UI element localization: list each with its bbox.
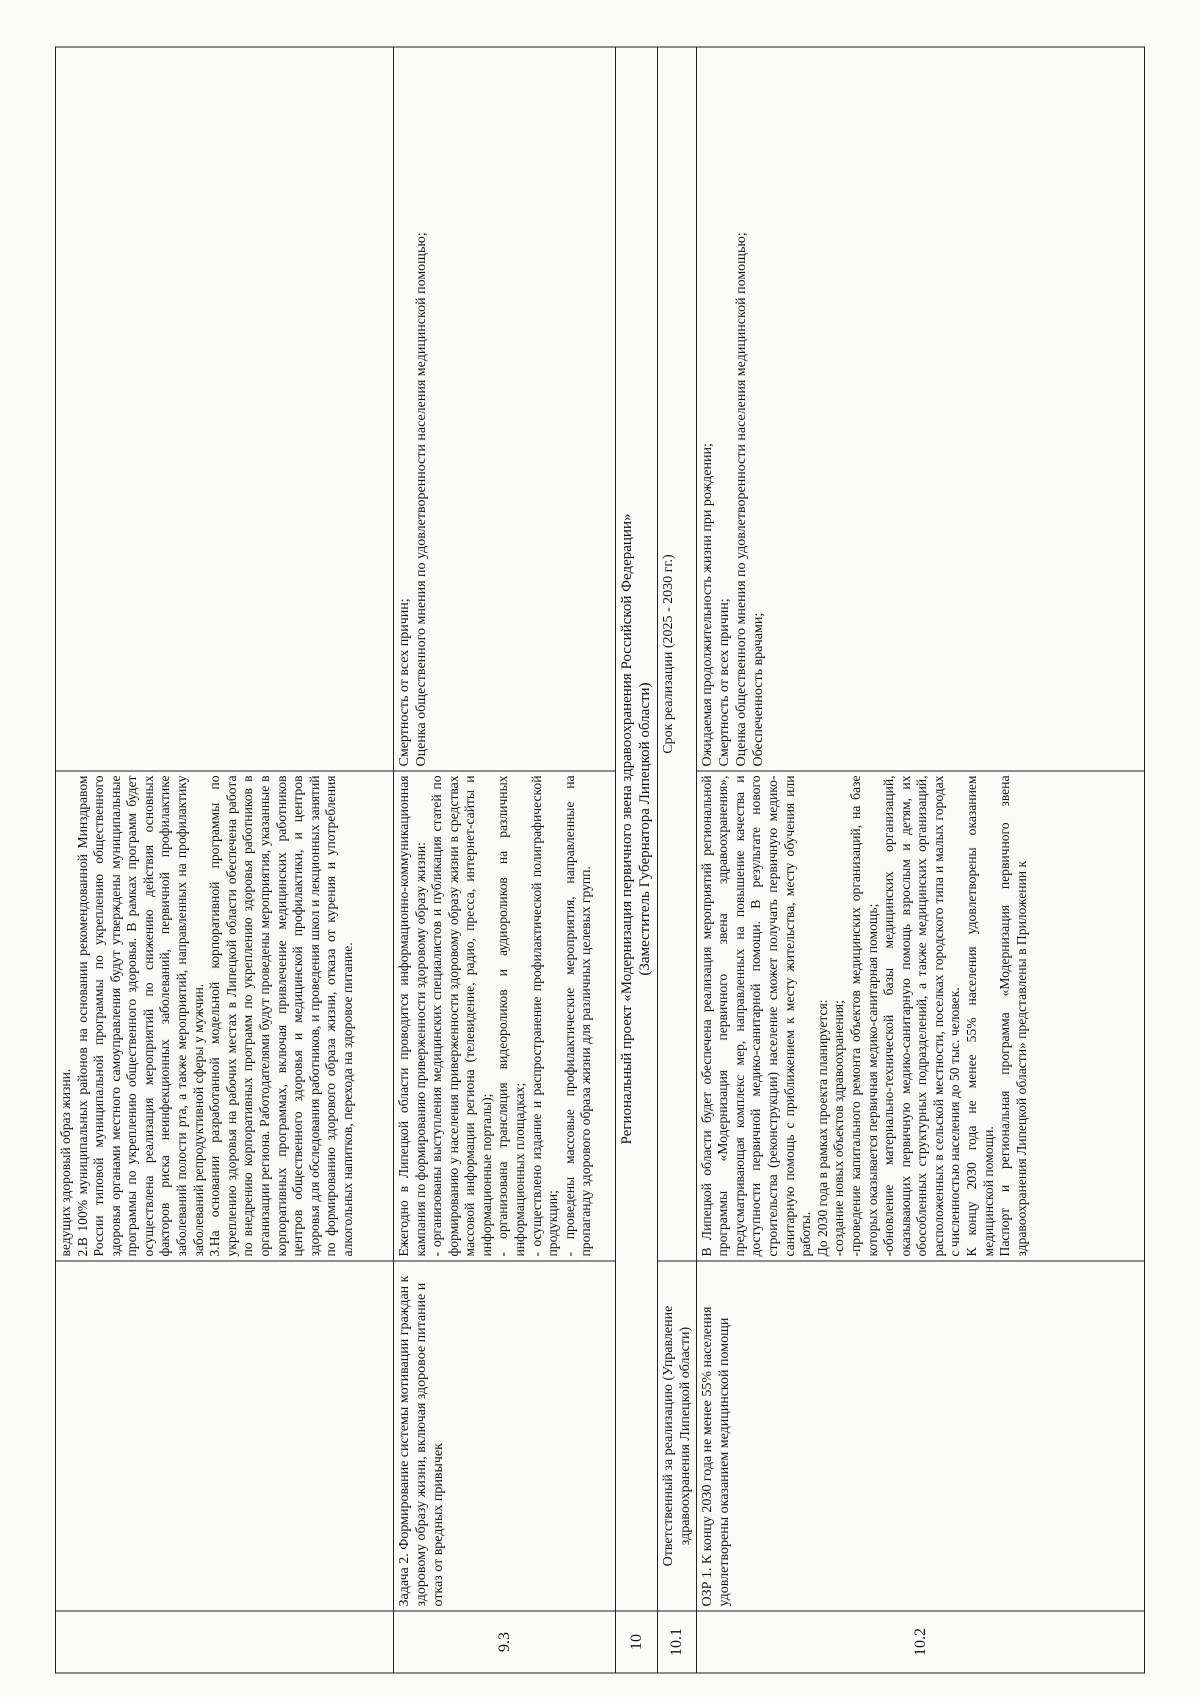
indicators-cell	[394, 47, 616, 771]
measure-text: - осуществлено издание и распространение профилактической полиграфической продукции;	[528, 775, 561, 1257]
measure-text: Паспорт и региональная программа «Модернизация первичного звена здравоохранения Липецкой области» представлены в Приложении к	[997, 775, 1029, 1257]
table-row-10	[616, 47, 658, 1673]
responsible-text: Ответственный за реализацию (Управление здравоохранения Липецкой области)	[657, 1261, 696, 1611]
indicator-text: Ожидаемая продолжительность жизни при рождении;	[699, 443, 715, 767]
measure-text: Ежегодно в Липецкой области проводится информационно-коммуникационная кампания по формированию приверженности здоровому образу жизни:	[396, 775, 428, 1257]
row-number: 10.1	[657, 1611, 696, 1673]
measure-text: К концу 2030 года не менее 55% населения удовлетворены оказанием медицинской помощи.	[964, 775, 996, 1257]
measure-text: 3.На основании разработанной модельной корпоративной программы по укреплению здоровья на рабочих местах в Липецкой области обеспечена работа по внедрению корпоративных программ по укреплению здоровья работников в организации региона. Работодателями будут проведены мероприятия, указанные в корпоративных программах, включая привлечение медицинских работников центров общественного здоровья и медицинской профилактики, и центров здоровья для обследования работников, и проведения школ и лекционных занятий по формированию здорового образа жизни, отказа от курения и употребления алкогольных напитков, перехода на здоровое питание.	[207, 775, 355, 1257]
table-row-continuation	[56, 47, 394, 1673]
measures-table	[55, 47, 1145, 1674]
measures-cell	[394, 771, 616, 1261]
row-number: 10.2	[696, 1611, 1144, 1673]
table-row-10-1	[657, 47, 696, 1673]
indicator-text: Смертность от всех причин;	[397, 598, 412, 767]
measures-cell	[696, 771, 1144, 1261]
indicators-cell	[56, 47, 394, 771]
indicators-cell	[696, 47, 1144, 771]
row-number-cell	[56, 1611, 394, 1673]
indicator-text: Смертность от всех причин;	[716, 598, 732, 767]
measure-text: -создание новых объектов здравоохранения;	[831, 1000, 847, 1257]
row-number: 9.3	[394, 1611, 616, 1673]
measure-text: - организованы выступления медицинских специалистов и публикация статей по формированию у населения приверженности здоровому образу жизни в средствах массовой информации региона (телевидение, радио, пресса, интернет-сайты и информационные порталы);	[429, 775, 494, 1257]
indicator-text: Оценка общественного мнения по удовлетворенности населения медицинской помощью;	[733, 232, 749, 767]
project-name: Региональный проект «Модернизация первичного звена здравоохранения Российской Федерации»	[619, 513, 635, 1145]
measure-text: - организована трансляция видеороликов и аудиороликов на различных информационных площадках;	[495, 775, 528, 1257]
task-text: ОЗР 1. К концу 2030 года не менее 55% населения удовлетворены оказанием медицинской помощи	[696, 1261, 1144, 1611]
term-text: Срок реализации (2025 - 2030 гг.)	[657, 47, 696, 1261]
table-row-10-2	[696, 47, 1144, 1673]
indicator-text: Обеспеченность врачами;	[750, 612, 766, 767]
row-number: 10	[616, 1611, 658, 1673]
indicator-text: Оценка общественного мнения по удовлетворенности населения медицинской помощью;	[414, 232, 430, 767]
measure-text: -обновление материально-технической базы медицинских организаций, оказывающих первичную медико-санитарную помощь взрослым и детям, их обособленных структурных подразделений, а также медицинских организаций, расположенных в сельской местности, поселках городского типа и малых городах с численностью населения до 50 тыс. человек.	[881, 775, 963, 1257]
table-row-9-3	[394, 47, 616, 1673]
task-text: Задача 2. Формирование системы мотивации граждан к здоровому образу жизни, включая здоровое питание и отказ от вредных привычек	[394, 1261, 616, 1611]
measure-text: До 2030 года в рамках проекта планируется:	[814, 999, 830, 1257]
task-cell	[56, 1261, 394, 1611]
measure-text: -проведение капитального ремонта объектов медицинских организаций, на базе которых оказывается первичная медико-санитарная помощь;	[847, 775, 880, 1257]
regional-project-title	[616, 47, 658, 1611]
measure-text: - проведены массовые профилактические мероприятия, направленные на пропаганду здорового образа жизни для различных целевых групп.	[561, 775, 594, 1257]
project-curator: (Заместитель Губернатора Липецкой области)	[637, 682, 654, 976]
measure-text: ведущих здоровый образ жизни.	[58, 1068, 73, 1257]
measure-text: В Липецкой области будет обеспечена реализация мероприятий региональной программы «Модернизация первичного звена здравоохранения», предусматривающая комплекс мер, направленных на повышение качества и доступности первичной медико-санитарной помощи. В результате нового строительства (реконструкции) население сможет получать первичную медико-санитарную помощь с приближением к месту жительства, месту обучения или работы.	[698, 775, 814, 1257]
rotated-landscape-page	[55, 47, 1145, 1674]
measures-cell	[56, 771, 394, 1261]
measure-text: 2.В 100% муниципальных районов на основании рекомендованной Минздравом России типовой муниципальной программы по укреплению общественного здоровья органами местного самоуправления будут утверждены муниципальные программы по укреплению общественного здоровья. В рамках программ будет осуществлена реализация мероприятий по снижению действия основных факторов риска неинфекционных заболеваний, первичной профилактике заболеваний полости рта, а также мероприятий, направленных на профилактику заболеваний репродуктивной сферы у мужчин.	[74, 775, 206, 1257]
